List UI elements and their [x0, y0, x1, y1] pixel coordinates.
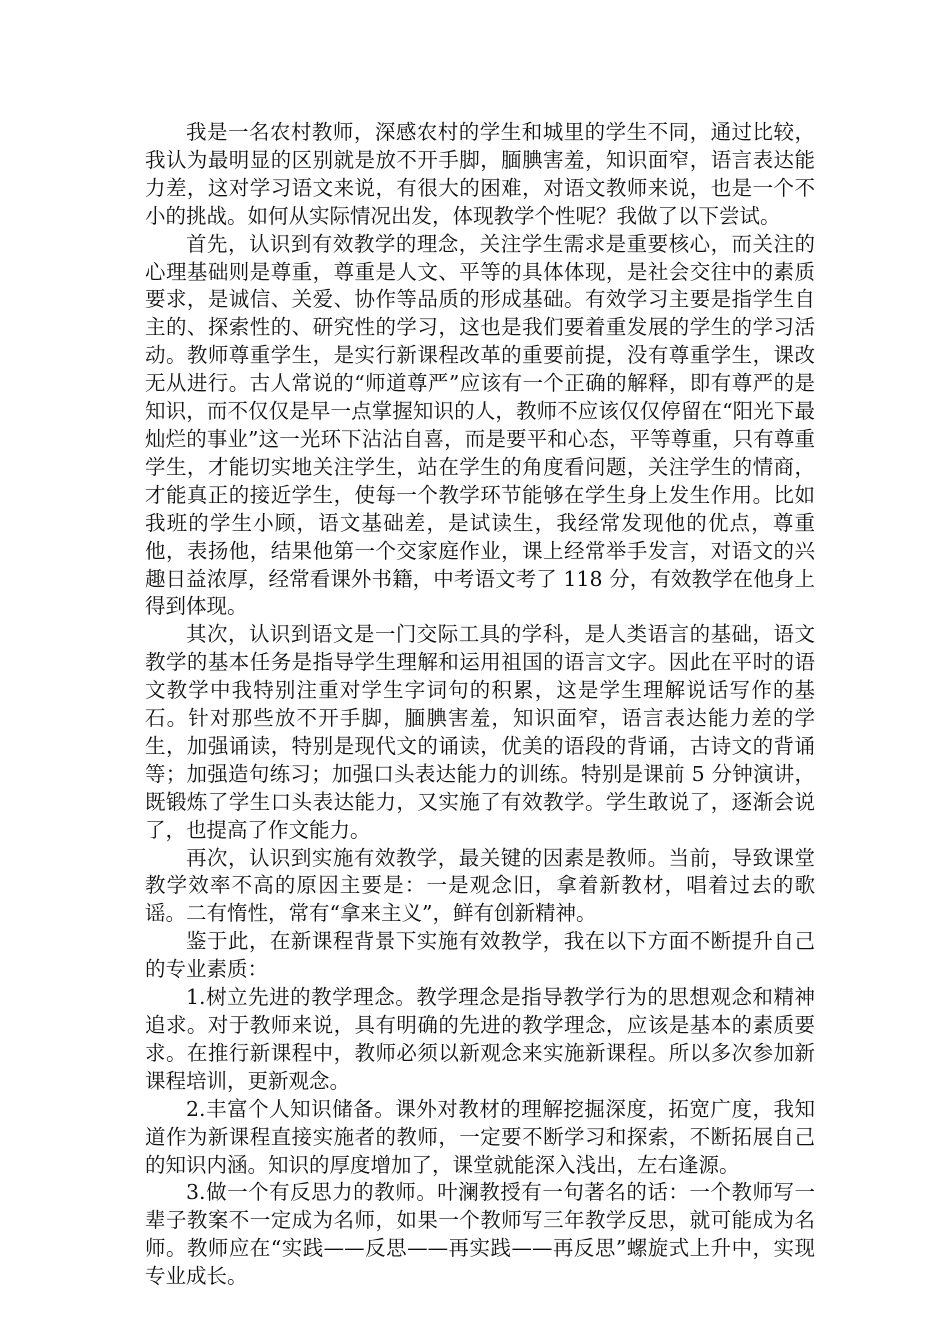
paragraph-third: 再次，认识到实施有效教学，最关键的因素是教师。当前，导致课堂教学效率不高的原因主要是：一是观念旧，拿着新教材，唱着过去的歌谣。二有惰性，常有“拿来主义”，鲜有创新精神。	[145, 845, 815, 926]
paragraph-second: 其次，认识到语文是一门交际工具的学科，是人类语言的基础，语文教学的基本任务是指导学生理解和运用祖国的语言文字。因此在平时的语文教学中我特别注重对学生字词句的积累，这是学生理解说话写作的基石。针对那些放不开手脚，腼腆害羞，知识面窄，语言表达能力差的学生，加强诵读，特别是现代文的诵读，优美的语段的背诵，古诗文的背诵等；加强造句练习；加强口头表达能力的训练。特别是课前 5 分钟演讲，既锻炼了学生口头表达能力，又实施了有效教学。学生敢说了，逐渐会说了，也提高了作文能力。	[145, 622, 815, 842]
paragraph-intro: 我是一名农村教师，深感农村的学生和城里的学生不同，通过比较，我认为最明显的区别就是放不开手脚，腼腆害羞，知识面窄，语言表达能力差，这对学习语文来说，有很大的困难，对语文教师来说，也是一个不小的挑战。如何从实际情况出发，体现教学个性呢？我做了以下尝试。	[145, 120, 815, 228]
list-item-2: 2.丰富个人知识储备。课外对教材的理解挖掘深度，拓宽广度，我知道作为新课程直接实施者的教师，一定要不断学习和探索，不断拓展自己的知识内涵。知识的厚度增加了，课堂就能深入浅出，左右逢源。	[145, 1096, 815, 1177]
paragraph-first: 首先，认识到有效教学的理念，关注学生需求是重要核心，而关注的心理基础则是尊重，尊重是人文、平等的具体体现，是社会交往中的素质要求，是诚信、关爱、协作等品质的形成基础。有效学习主要是指学生自主的、探索性的、研究性的学习，这也是我们要着重发展的学生的学习活动。教师尊重学生，是实行新课程改革的重要前提，没有尊重学生，课改无从进行。古人常说的“师道尊严”应该有一个正确的解释，即有尊严的是知识，而不仅仅是早一点掌握知识的人，教师不应该仅仅停留在“阳光下最灿烂的事业”这一光环下沾沾自喜，而是要平和心态，平等尊重，只有尊重学生，才能切实地关注学生，站在学生的角度看问题，关注学生的情商，才能真正的接近学生，使每一个教学环节能够在学生身上发生作用。比如我班的学生小顾，语文基础差，是试读生，我经常发现他的优点，尊重他，表扬他，结果他第一个交家庭作业，课上经常举手发言，对语文的兴趣日益浓厚，经常看课外书籍，中考语文考了 118 分，有效教学在他身上得到体现。	[145, 231, 815, 619]
document-body	[145, 119, 815, 1291]
paragraph-transition: 鉴于此，在新课程背景下实施有效教学，我在以下方面不断提升自己的专业素质：	[145, 929, 815, 982]
list-item-3: 3.做一个有反思力的教师。叶澜教授有一句著名的话：一个教师写一辈子教案不一定成为名师，如果一个教师写三年教学反思，就可能成为名师。教师应在“实践——反思——再实践——再反思”螺旋式上升中，实现专业成长。	[145, 1180, 815, 1289]
list-item-1: 1.树立先进的教学理念。教学理念是指导教学行为的思想观念和精神追求。对于教师来说，具有明确的先进的教学理念，应该是基本的素质要求。在推行新课程中，教师必须以新观念来实施新课程。所以多次参加新课程培训，更新观念。	[145, 985, 815, 1093]
